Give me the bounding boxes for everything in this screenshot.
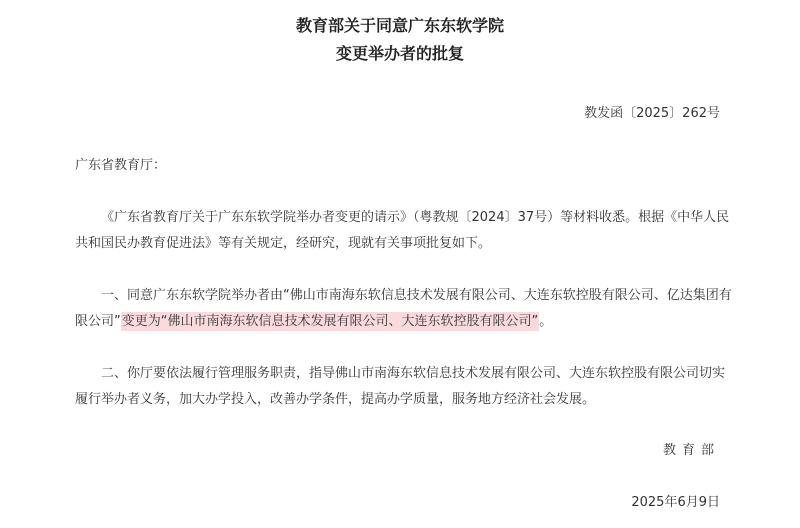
paragraph-2-end: 。	[539, 314, 553, 329]
paragraph-1: 《广东省教育厅关于广东东软学院举办者变更的请示》（粤教规〔2024〕37号）等材料收悉。根据《中华人民共和国民办教育促进法》等有关规定，经研究，现就有关事项批复如下。	[75, 210, 730, 251]
signature: 教育部	[662, 443, 720, 458]
paragraph-2	[75, 283, 735, 335]
document-title-line1: 教育部关于同意广东东软学院	[295, 16, 504, 35]
salutation: 广东省教育厅：	[75, 158, 167, 173]
document-title-line2: 变更举办者的批复	[335, 44, 464, 63]
paragraph-3: 二、你厅要依法履行管理服务职责，指导佛山市南海东软信息技术发展有限公司、大连东软控股有限公司切实履行举办者义务，加大办学投入，改善办学条件，提高办学质量，服务地方经济社会发展。	[75, 366, 726, 407]
paragraph-2-text: 一、同意广东东软学院举办者由“佛山市南海东软信息技术发展有限公司、大连东软控股有限公司、亿达集团有限公司”	[75, 288, 732, 329]
document-date: 2025年6月9日	[631, 495, 720, 510]
highlighted-text: 变更为“佛山市南海东软信息技术发展有限公司、大连东软控股有限公司”	[121, 314, 539, 329]
document-number: 教发函〔2025〕262号	[584, 106, 720, 121]
